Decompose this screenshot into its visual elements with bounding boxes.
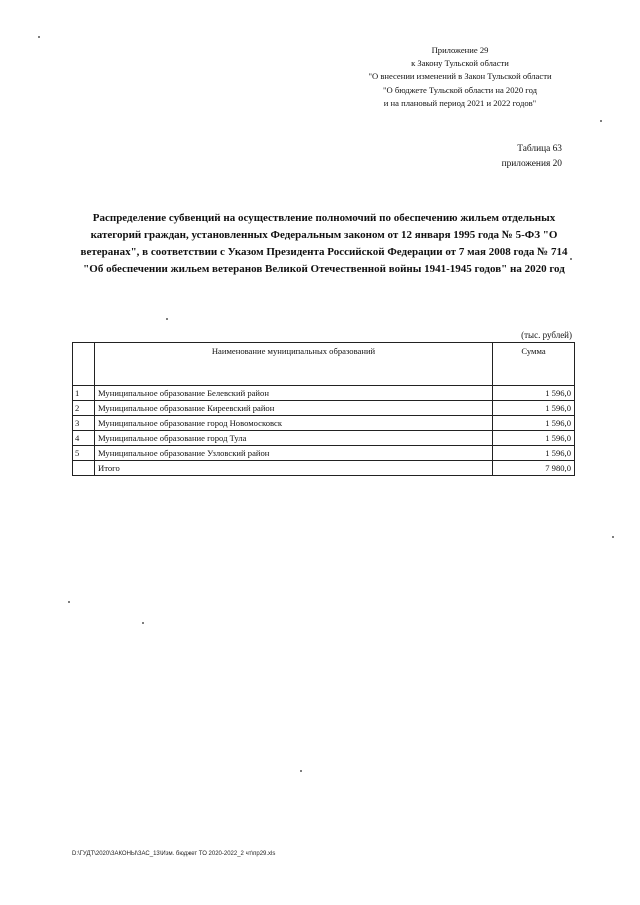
- total-row: [73, 461, 575, 476]
- municipality-name: Муниципальное образование Киреевский район: [95, 401, 493, 416]
- municipality-name: Муниципальное образование Узловский район: [95, 446, 493, 461]
- header-number-cell: [73, 343, 95, 386]
- scan-speck: [68, 601, 70, 603]
- row-sum: 1 596,0: [493, 431, 575, 446]
- appendix-line: Приложение 29: [431, 45, 489, 55]
- header-name: Наименование муниципальных образований: [95, 343, 493, 386]
- distribution-table: [72, 342, 575, 476]
- appendix-header: [340, 44, 580, 110]
- appendix-number: приложения 20: [501, 159, 562, 169]
- table-row: [73, 446, 575, 461]
- row-number: 1: [73, 386, 95, 401]
- total-number-cell: [73, 461, 95, 476]
- municipality-name: Муниципальное образование город Тула: [95, 431, 493, 446]
- scan-speck: [166, 318, 168, 320]
- table-row: [73, 401, 575, 416]
- row-sum: 1 596,0: [493, 386, 575, 401]
- units-label: (тыс. рублей): [521, 330, 572, 340]
- row-number: 5: [73, 446, 95, 461]
- table-reference: [470, 142, 562, 172]
- scan-speck: [142, 622, 144, 624]
- row-sum: 1 596,0: [493, 401, 575, 416]
- document-title: Распределение субвенций на осуществление полномочий по обеспечению жильем отдельных категорий граждан, установленных Федеральным законом от 12 января 1995 года № 5-ФЗ "О ветеранах", в соответствии с Указом Президента Российской Федерации от 7 мая 2008 года № 714 "Об обеспечении жильем ветеранов Великой Отечественной войны 1941-1945 годов" на 2020 год: [80, 212, 568, 275]
- table-row: [73, 386, 575, 401]
- table-header-row: [73, 343, 575, 386]
- appendix-line: "О внесении изменений в Закон Тульской области: [368, 71, 552, 82]
- table-row: [73, 431, 575, 446]
- row-number: 4: [73, 431, 95, 446]
- row-sum: 1 596,0: [493, 446, 575, 461]
- file-path-footer: D:\ГУДТ\2020\ЗАКОНЫ\ЗАС_13\Изм. бюджет ТО 2020-2022_2 чт\пр29.xls: [72, 851, 276, 857]
- municipality-name: Муниципальное образование Белевский район: [95, 386, 493, 401]
- row-number: 3: [73, 416, 95, 431]
- scan-speck: [300, 770, 302, 772]
- scan-speck: [570, 258, 572, 260]
- appendix-line: и на плановый период 2021 и 2022 годов": [383, 97, 537, 108]
- total-label: Итого: [95, 461, 493, 476]
- row-sum: 1 596,0: [493, 416, 575, 431]
- row-number: 2: [73, 401, 95, 416]
- scan-speck: [600, 120, 602, 122]
- table-row: [73, 416, 575, 431]
- table-number: Таблица 63: [517, 144, 562, 154]
- municipality-name: Муниципальное образование город Новомосковск: [95, 416, 493, 431]
- total-sum: 7 980,0: [493, 461, 575, 476]
- scan-speck: [612, 536, 614, 538]
- appendix-line: "О бюджете Тульской области на 2020 год: [383, 84, 537, 95]
- scan-speck: [38, 36, 40, 38]
- header-sum: Сумма: [493, 343, 575, 386]
- appendix-line: к Закону Тульской области: [411, 58, 509, 69]
